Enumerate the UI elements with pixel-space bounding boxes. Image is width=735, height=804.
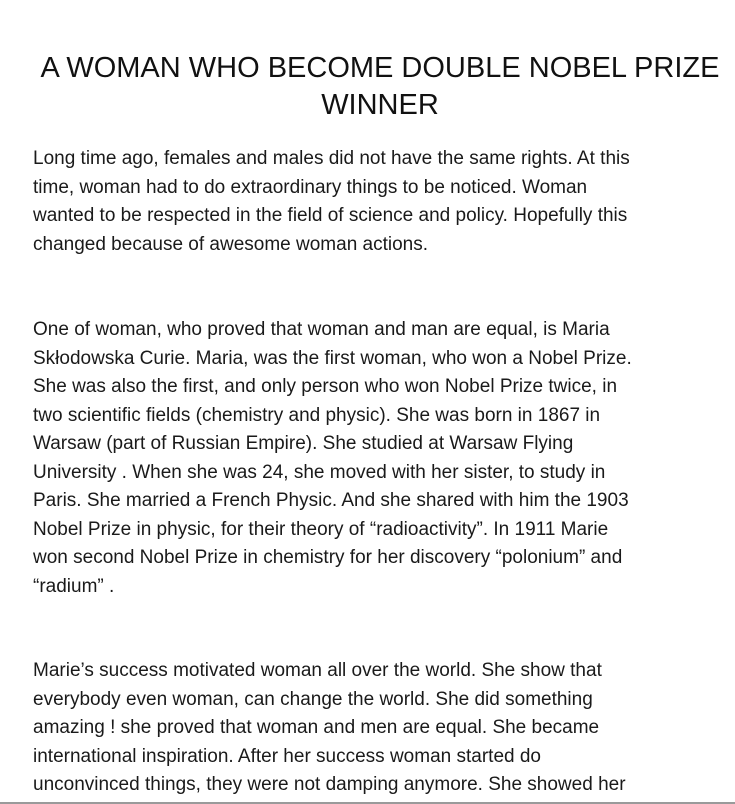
paragraph-biography: One of woman, who proved that woman and man are equal, is Maria Skłodowska Curie. Maria, was the first woman, who won a Nobel Prize. She was also the first, and only person who won Nobel Prize twice, in two scientific fields (chemistry and physic). She was born in 1867 in Warsaw (part of Russian Empire). She studied at Warsaw Flying University . When she was 24, she moved with her sister, to study in Paris. She married a French Physic. And she shared with him the 1903 Nobel Prize in physic, for their theory of “radioactivity”. In 1911 Marie won second Nobel Prize in chemistry for her discovery “polonium” and “radium” . xyxy=(33,319,632,597)
document-title: A WOMAN WHO BECOME DOUBLE NOBEL PRIZE WINNER xyxy=(40,52,720,121)
paragraph-intro: Long time ago, females and males did not have the same rights. At this time, woman had to do extraordinary things to be noticed. Woman wanted to be respected in the field of science and policy. Hopefully this changed because of awesome woman actions. xyxy=(33,148,630,255)
paragraph-legacy: Marie’s success motivated woman all over the world. She show that everybody even woman, can change the world. She did something amazing ! she proved that woman and men are equal. She became international inspiration. After her success woman started do unconvinced things, they were not damping anymore. She showed her xyxy=(33,660,626,795)
